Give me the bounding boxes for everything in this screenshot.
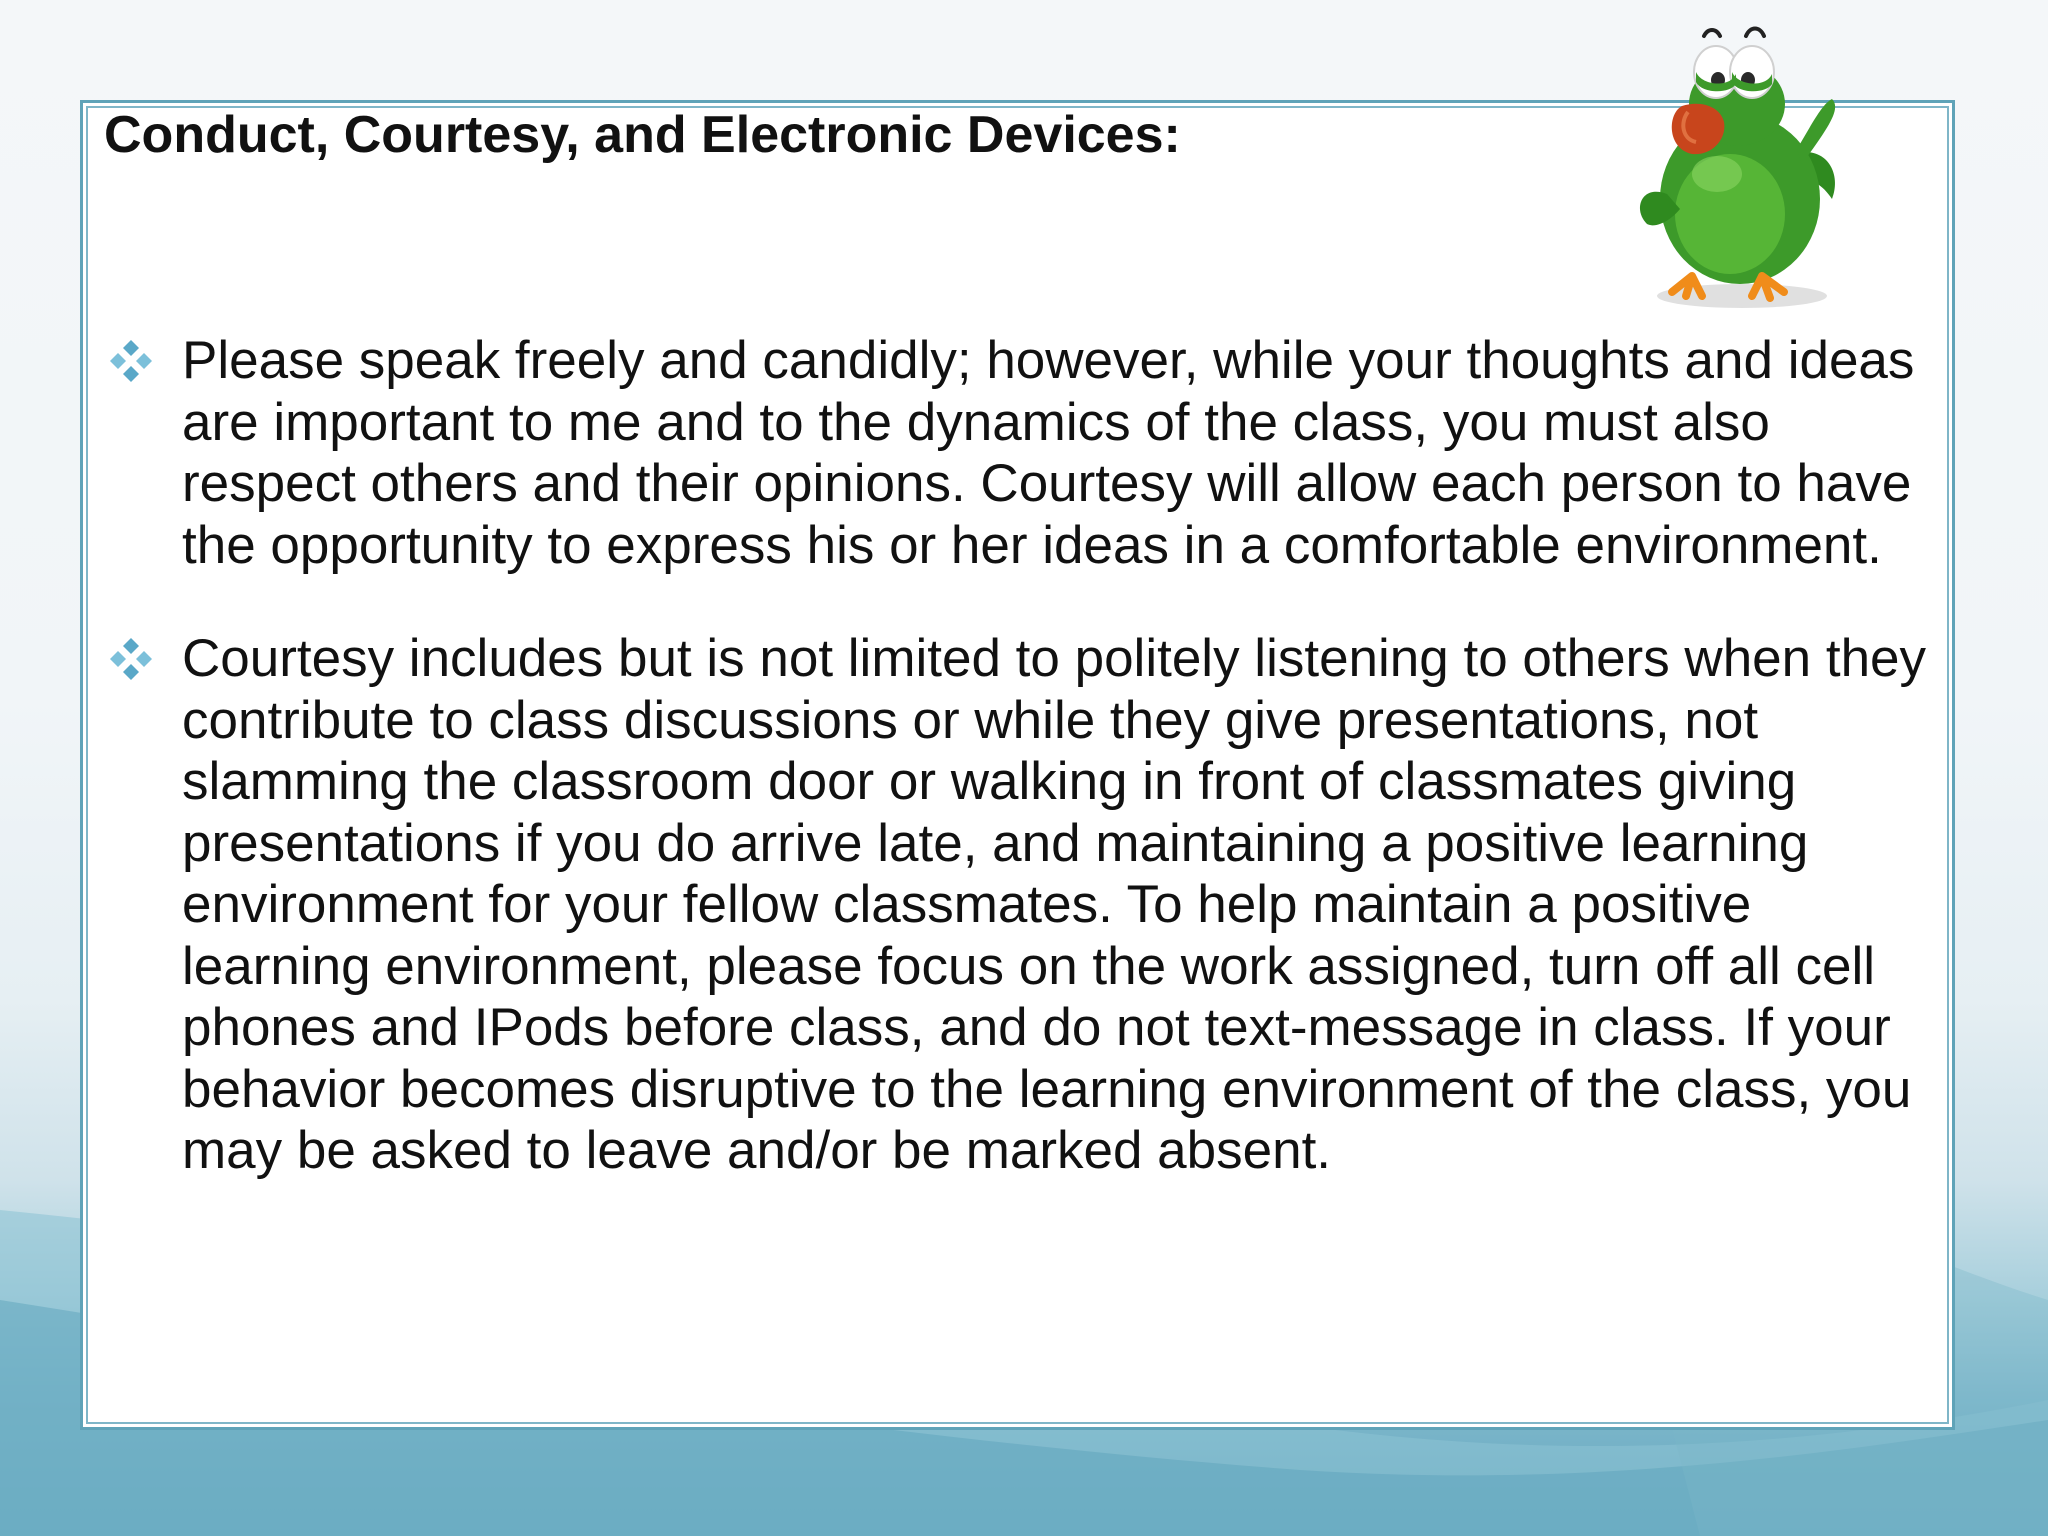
bullet-item (108, 628, 1938, 1182)
bullet-item (108, 330, 1938, 576)
bullet-list (108, 330, 1938, 1234)
bullet-text: Courtesy includes but is not limited to politely listening to others when they contribute to class discussions or while they give presentations, not slamming the classroom door or walking in front of classmates giving presentations if you do arrive late, and maintaining a positive learning environment for your fellow classmates. To help maintain a positive learning environment, please focus on the work assigned, turn off all cell phones and IPods before class, and do not text-message in class. If your behavior becomes disruptive to the learning environment of the class, you may be asked to leave and/or be marked absent. (182, 629, 1927, 1180)
bullet-text: Please speak freely and candidly; however, while your thoughts and ideas are important to me and to the dynamics of the class, you must also respect others and their opinions. Courtesy will allow each person to have the opportunity to express his or her ideas in a comfortable environment. (182, 331, 1915, 575)
four-diamond-bullet-icon (108, 338, 154, 384)
green-bird-mascot-icon (1612, 14, 1862, 314)
slide-title: Conduct, Courtesy, and Electronic Devices: (104, 106, 1181, 164)
four-diamond-bullet-icon (108, 636, 154, 682)
